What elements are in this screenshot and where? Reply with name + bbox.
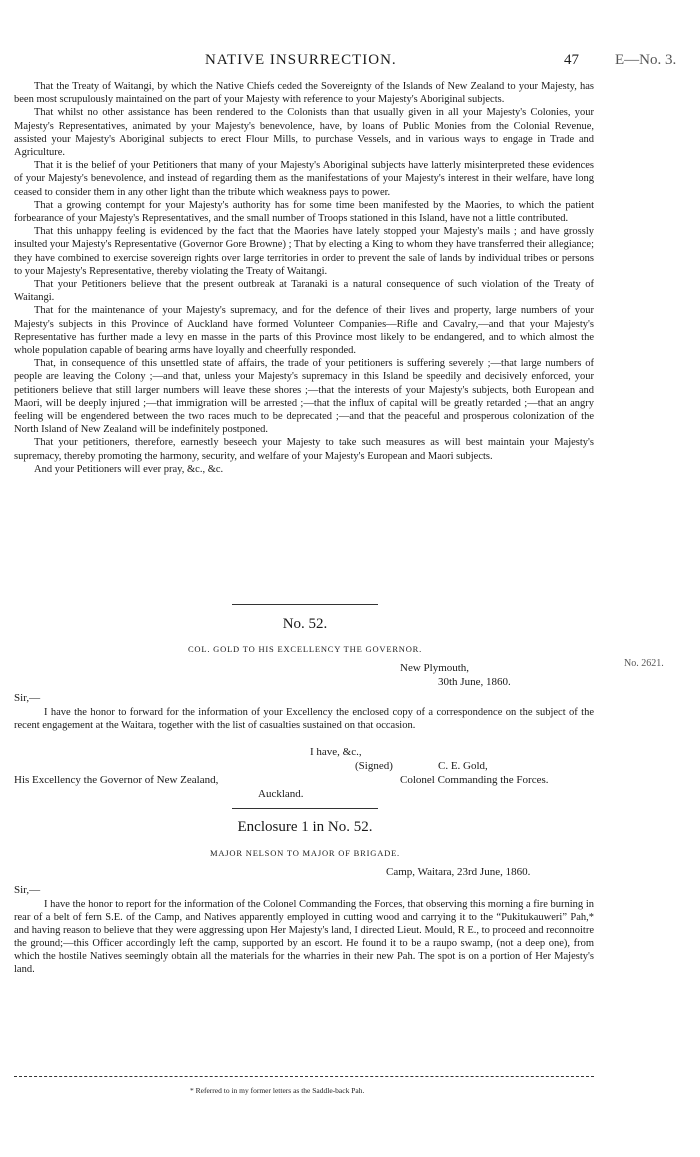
signed-mark: (Signed) (355, 760, 393, 772)
footnote-rule (14, 1076, 594, 1077)
signatory-name: C. E. Gold, (438, 760, 488, 772)
letter-date: 30th June, 1860. (438, 676, 511, 688)
petition-paragraph: That your Petitioners believe that the present outbreak at Taranaki is a natural consequence of such violation of the Treaty of Waitangi. (14, 279, 594, 304)
letter-heading: COL. GOLD TO HIS EXCELLENCY THE GOVERNOR. (187, 644, 423, 654)
enclosure-heading: MAJOR NELSON TO MAJOR OF BRIGADE. (210, 848, 400, 858)
petition-paragraph: That the Treaty of Waitangi, by which the Native Chiefs ceded the Sovereignty of the Islands of New Zealand to your Majesty, has been most scrupulously maintained on the part of your Majesty with reference to your Majesty's Aboriginal subjects. (14, 81, 594, 106)
section-divider (232, 604, 378, 605)
letter-place: New Plymouth, (400, 662, 470, 674)
petition-paragraph: That it is the belief of your Petitioners that many of your Majesty's Aboriginal subjects have latterly misinterpreted these evidences of your Majesty's benevolence, and instead of regarding them as the manifestations of your Majesty's interest in their welfare, have long ceased to consider them in any other light than the tribute which weakness pays to power. (14, 160, 594, 198)
letter-paragraph: I have the honor to forward for the information of your Excellency the enclosed copy of a correspondence on the subject of the recent engagement at the Waitara, together with the list of casualties sustained on that occasion. (14, 707, 594, 731)
running-title: NATIVE INSURRECTION. (205, 52, 397, 68)
petition-paragraph: That this unhappy feeling is evidenced by the fact that the Maories have lately stopped your Majesty's mails ; and have grossly insulted your Majesty's Representative (Governor Gore Browne) ; That by electing a King to whom they have transferred their allegiance; they have combined to exercise sovereign rights over large territories in order to prevent the sale of lands by individual tribes or persons to your Majesty's Representative, thereby violating the Treaty of Waitangi. (14, 226, 594, 277)
section-divider (232, 808, 378, 809)
addressee-line: His Excellency the Governor of New Zealand, (14, 774, 219, 786)
petition-paragraph: That your petitioners, therefore, earnestly beseech your Majesty to take such measures as will best maintain your Majesty's supremacy, thereby promoting the harmony, security, and welfare of your Majesty's European and Maori subjects. (14, 437, 594, 462)
enclosure-title: Enclosure 1 in No. 52. (237, 819, 373, 835)
letter-closing: I have, &c., (310, 746, 362, 758)
petition-paragraph: That a growing contempt for your Majesty's authority has for some time been manifested by the Maories, to which the patient forbearance of your Majesty's Representatives, and the small number of Troops stationed in this Island, have not a little contributed. (14, 199, 594, 225)
margin-reference: No. 2621. (624, 658, 664, 669)
enclosure-paragraph: I have the honor to report for the information of the Colonel Commanding the Forces, that observing this morning a fire burning in rear of a belt of fern S.E. of the Camp, and Natives apparently employed in cutting wood and carrying it to the “Pukitukauweri” Pah,* and having reason to believe that they were aggressing upon Her Majesty's land, I directed Lieut. Mould, R E., to proceed and reconnoitre the ground;—this Officer accordingly left the camp, supported by an escort. He found it to be a raupo swamp, (not a deep one), from which the hostile Natives seemingly obtain all the materials for the wharries in their new Pah. The spot is on a portion of Her Majesty's land. (14, 899, 594, 975)
enclosure-place-date: Camp, Waitara, 23rd June, 1860. (386, 866, 531, 878)
document-reference: E—No. 3. (615, 52, 677, 68)
letter-salutation: Sir,— (14, 692, 41, 704)
petition-paragraph: That whilst no other assistance has been rendered to the Colonists than that usually given in all your Majesty's Colonies, your Majesty's Representatives, animated by your Majesty's benevolence, have, by loans of Public Monies from the Colonial Revenue, assisted your Majesty's Aboriginal subjects to erect Flour Mills, to purchase Vessels, and in various ways to engage in Trade and Agriculture. (14, 107, 594, 159)
petition-paragraph: That, in consequence of this unsettled state of affairs, the trade of your petitioners is suffering severely ;—that large numbers of people are leaving the Colony ;—and that, unless your Majesty's supremacy in this Island be speedily and decisively enforced, your petitioners believe that still larger numbers will leave these shores ;—that the interests of your Majesty's subjects, both European and Maori, will be deeply injured ;—that immigration will be arrested ;—that the influx of capital will be greatly retarded ;—that an angry feeling will be engendered between the two races much to be deprecated ;—and that the peaceful and prosperous colonization of the North Island of New Zealand will be indefinitely postponed. (14, 358, 594, 436)
enclosure-body (14, 898, 594, 976)
petition-closing: And your Petitioners will ever pray, &c., &c. (34, 463, 224, 475)
footnote: * Referred to in my former letters as the Saddle-back Pah. (190, 1086, 365, 1095)
petition-paragraph: That for the maintenance of your Majesty's supremacy, and for the defence of their lives and property, large numbers of your Majesty's subjects in this Province of Auckland have formed Volunteer Companies—Rifle and Cavalry,—and that your Majesty's Representative has further made a levy en masse in the parts of this Province most likely to be endangered, and to which almost the whole population capable of bearing arms have loyally and cheerfully responded. (14, 305, 594, 357)
page-number: 47 (564, 52, 579, 68)
letter-body (14, 706, 594, 732)
petition-text (14, 80, 594, 476)
addressee-city: Auckland. (258, 788, 304, 800)
letter-number-title: No. 52. (282, 616, 328, 632)
page-header (0, 52, 700, 74)
enclosure-salutation: Sir,— (14, 884, 41, 896)
signatory-title: Colonel Commanding the Forces. (400, 774, 549, 786)
